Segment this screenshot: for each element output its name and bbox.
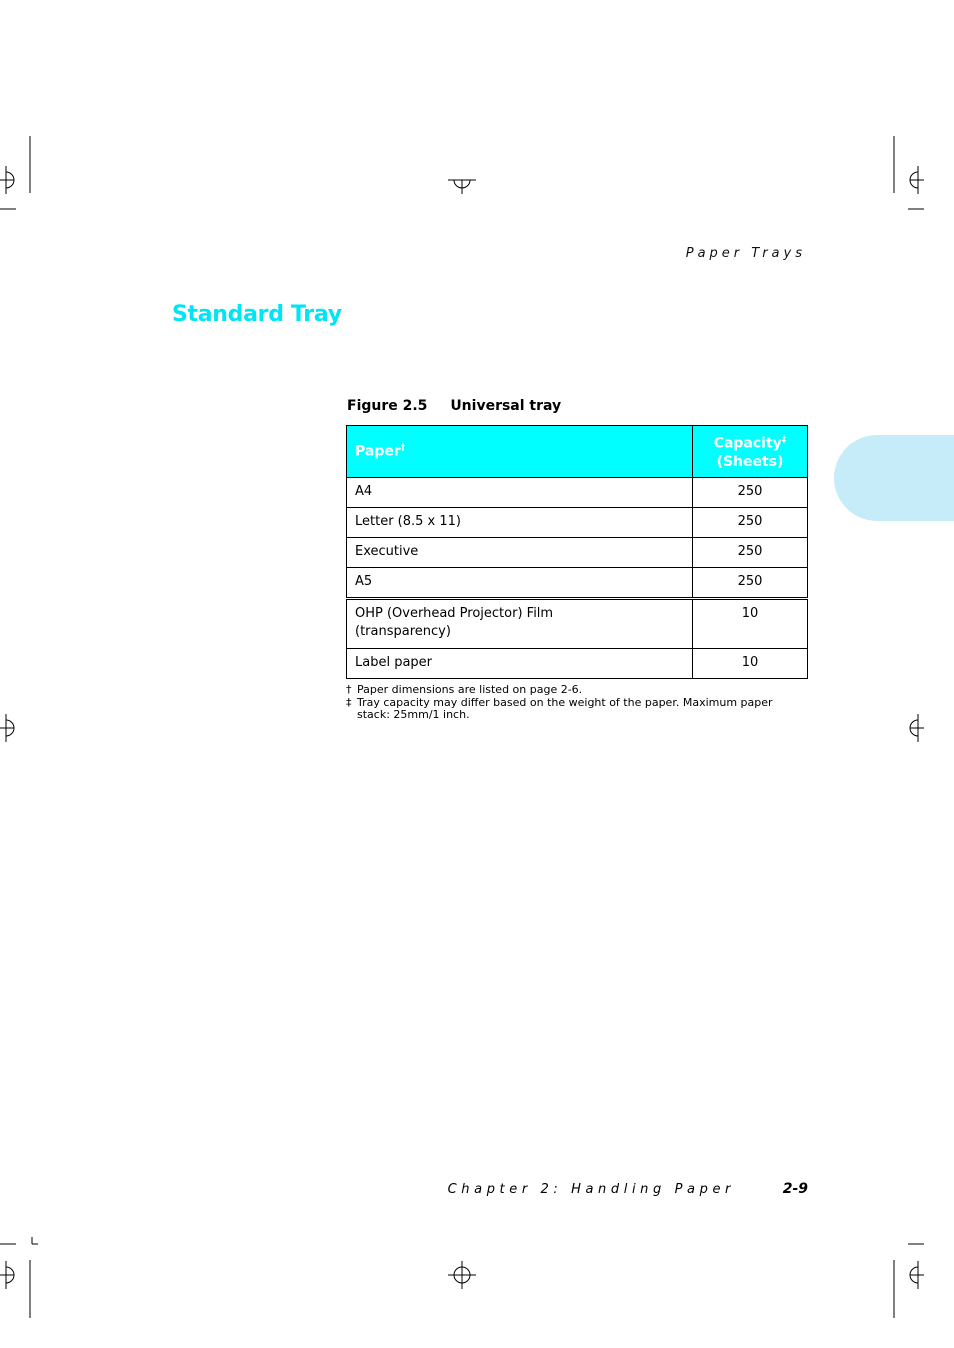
capacity-unit: (Sheets) [716, 454, 784, 471]
table-row [347, 538, 808, 568]
column-header-capacity: Capacity‡ (Sheets) [693, 426, 808, 478]
figure-title: Universal tray [450, 398, 562, 414]
table-row [347, 649, 808, 679]
capacity-cell: 10 [693, 599, 808, 649]
footer-chapter-title: Chapter 2: Handling Paper [447, 1182, 735, 1197]
table-row [347, 508, 808, 538]
paper-cell: Executive [347, 538, 693, 568]
tray-capacity-table [346, 425, 808, 679]
capacity-cell: 250 [693, 478, 808, 508]
capacity-cell: 250 [693, 538, 808, 568]
double-dagger-mark: ‡ [781, 434, 787, 445]
chapter-tab-marker [834, 435, 954, 521]
paper-cell: A4 [347, 478, 693, 508]
capacity-cell: 250 [693, 508, 808, 538]
column-header-paper: Paper† [347, 426, 693, 478]
figure-caption [347, 398, 561, 414]
section-title: Standard Tray [172, 302, 342, 327]
capacity-cell: 250 [693, 568, 808, 599]
footnote: ‡ Tray capacity may differ based on the weight of the paper. Maximum paper stack: 25mm/1 inch. [346, 695, 773, 721]
table-footnotes [346, 684, 808, 722]
paper-cell: OHP (Overhead Projector) Film (transparency) [347, 599, 693, 649]
paper-cell: A5 [347, 568, 693, 599]
dagger-mark: † [400, 443, 406, 454]
paper-cell: Label paper [347, 649, 693, 679]
paper-cell: Letter (8.5 x 11) [347, 508, 693, 538]
capacity-cell: 10 [693, 649, 808, 679]
table-row [347, 599, 808, 649]
page-number: 2-9 [782, 1181, 808, 1197]
table-header-row [347, 426, 808, 478]
table-row [347, 568, 808, 599]
footnote: † Paper dimensions are listed on page 2-6. [346, 683, 583, 696]
running-header: Paper Trays [685, 246, 806, 261]
figure-number: Figure 2.5 [347, 398, 428, 414]
table-row [347, 478, 808, 508]
